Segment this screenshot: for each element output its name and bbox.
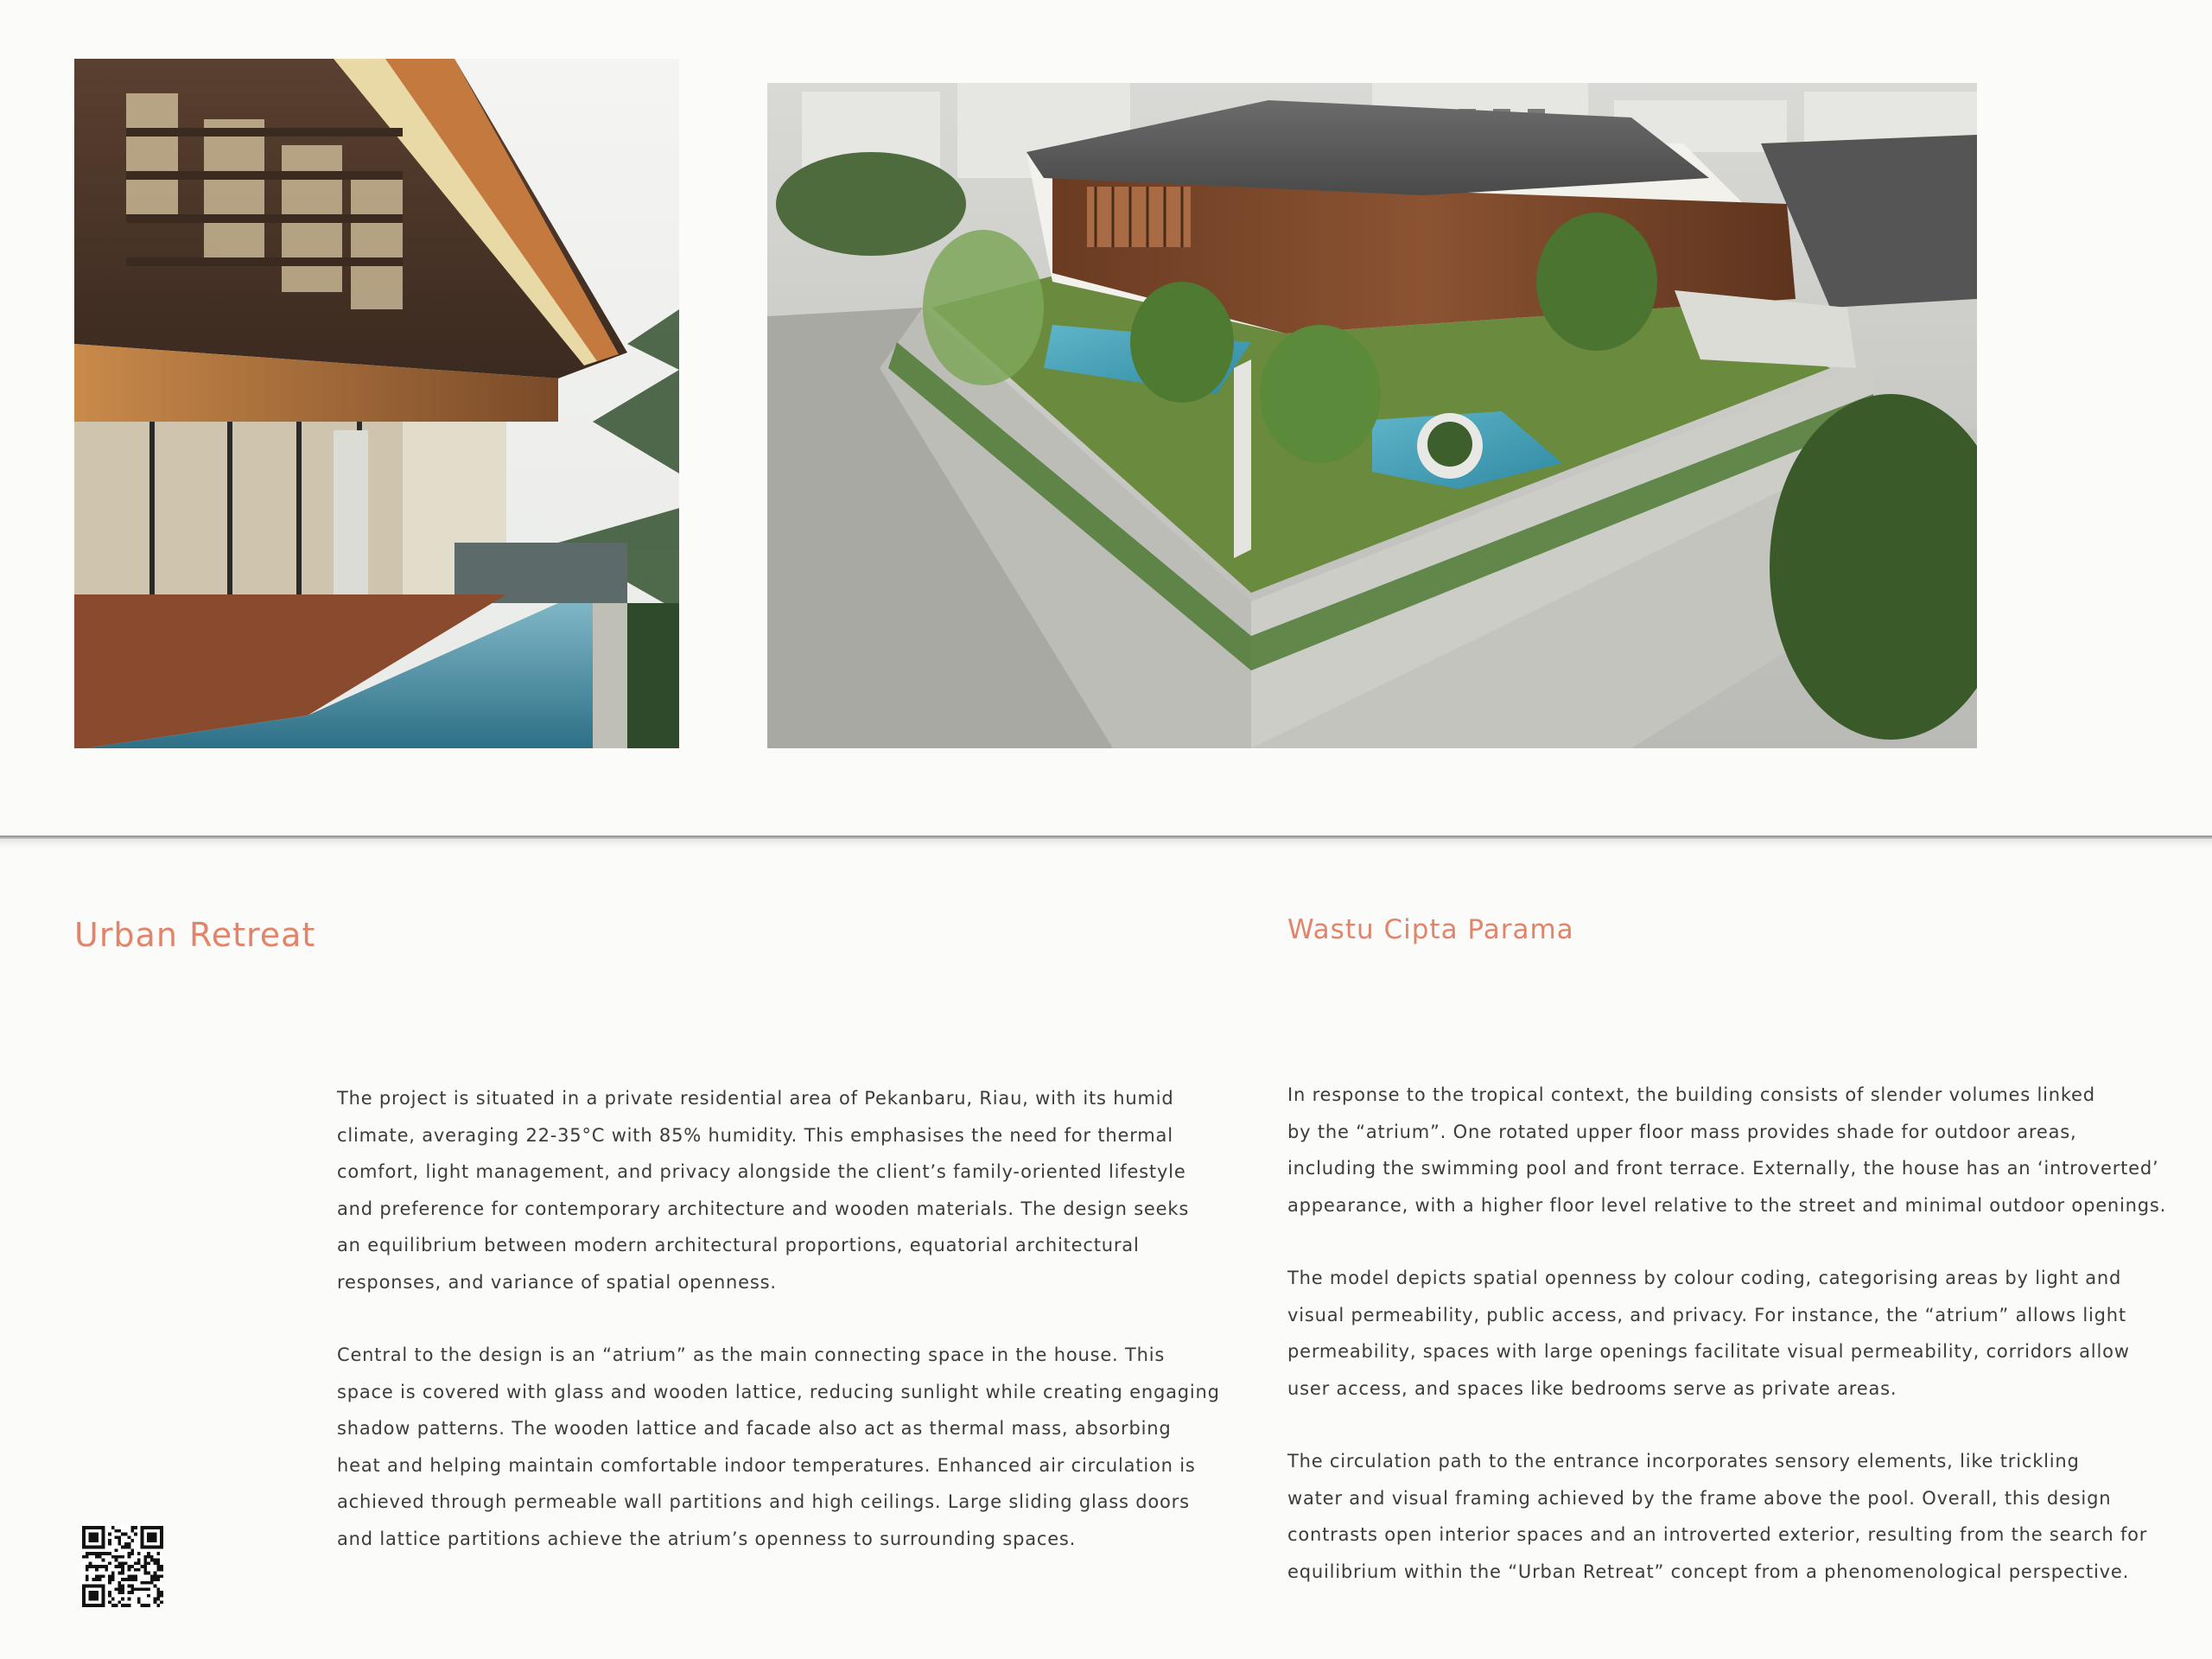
text-line: and lattice partitions achieve the atrium’s openness to surrounding spaces. [337,1528,1077,1549]
paragraph-gap [1287,1407,2186,1443]
text-line: an equilibrium between modern architectural proportions, equatorial architectural [337,1235,1140,1255]
text-line: equilibrium within the “Urban Retreat” concept from a phenomenological perspective. [1287,1560,2130,1582]
text-line: and preference for contemporary architecture and wooden materials. The design seeks [337,1198,1190,1219]
text-line: responses, and variance of spatial openness. [337,1271,777,1293]
text-line: achieved through permeable wall partitions and high ceilings. Large sliding glass doors [337,1491,1190,1512]
text-line: space is covered with glass and wooden lattice, reducing sunlight while creating engaging [337,1381,1220,1402]
text-line: The project is situated in a private residential area of Pekanbaru, Riau, with its humid [337,1088,1174,1109]
text-line: user access, and spaces like bedrooms serve as private areas. [1287,1377,1897,1399]
text-line: contrasts open interior spaces and an introverted exterior, resulting from the search for [1287,1524,2148,1545]
text-line: The model depicts spatial openness by colour coding, categorising areas by light and [1287,1268,2122,1288]
text-line: permeability, spaces with large openings facilitate visual permeability, corridors allow [1287,1341,2130,1362]
text-line: by the “atrium”. One rotated upper floor mass provides shade for outdoor areas, [1287,1121,2077,1142]
text-line: water and visual framing achieved by the frame above the pool. Overall, this design [1287,1487,2112,1509]
architect-name: Wastu Cipta Parama [1287,914,1574,945]
qr-code-icon[interactable] [82,1526,163,1607]
text-line: The circulation path to the entrance incorporates sensory elements, like trickling [1287,1451,2080,1471]
page-fold-shadow [0,839,2212,848]
project-title: Urban Retreat [74,916,316,954]
text-line: comfort, light management, and privacy alongside the client’s family-oriented lifestyle [337,1161,1186,1182]
text-line: In response to the tropical context, the building consists of slender volumes linked [1287,1084,2095,1105]
text-line: heat and helping maintain comfortable indoor temperatures. Enhanced air circulation is [337,1454,1196,1476]
text-line: climate, averaging 22-35°C with 85% humidity. This emphasises the need for thermal [337,1124,1173,1146]
text-line: including the swimming pool and front terrace. Externally, the house has an ‘introverted’ [1287,1158,2159,1179]
text-line: visual permeability, public access, and privacy. For instance, the “atrium” allows light [1287,1304,2126,1325]
interior-pool-photo [74,59,679,748]
paragraph-gap [337,1300,1227,1337]
aerial-house-photo [767,83,1977,748]
text-line: shadow patterns. The wooden lattice and facade also act as thermal mass, absorbing [337,1418,1172,1439]
text-line: appearance, with a higher floor level relative to the street and minimal outdoor openings. [1287,1194,2167,1216]
text-line: Central to the design is an “atrium” as the main connecting space in the house. This [337,1344,1166,1365]
project-description-left [337,1080,1227,1557]
paragraph-gap [1287,1224,2186,1260]
project-description-right [1287,1077,2186,1590]
